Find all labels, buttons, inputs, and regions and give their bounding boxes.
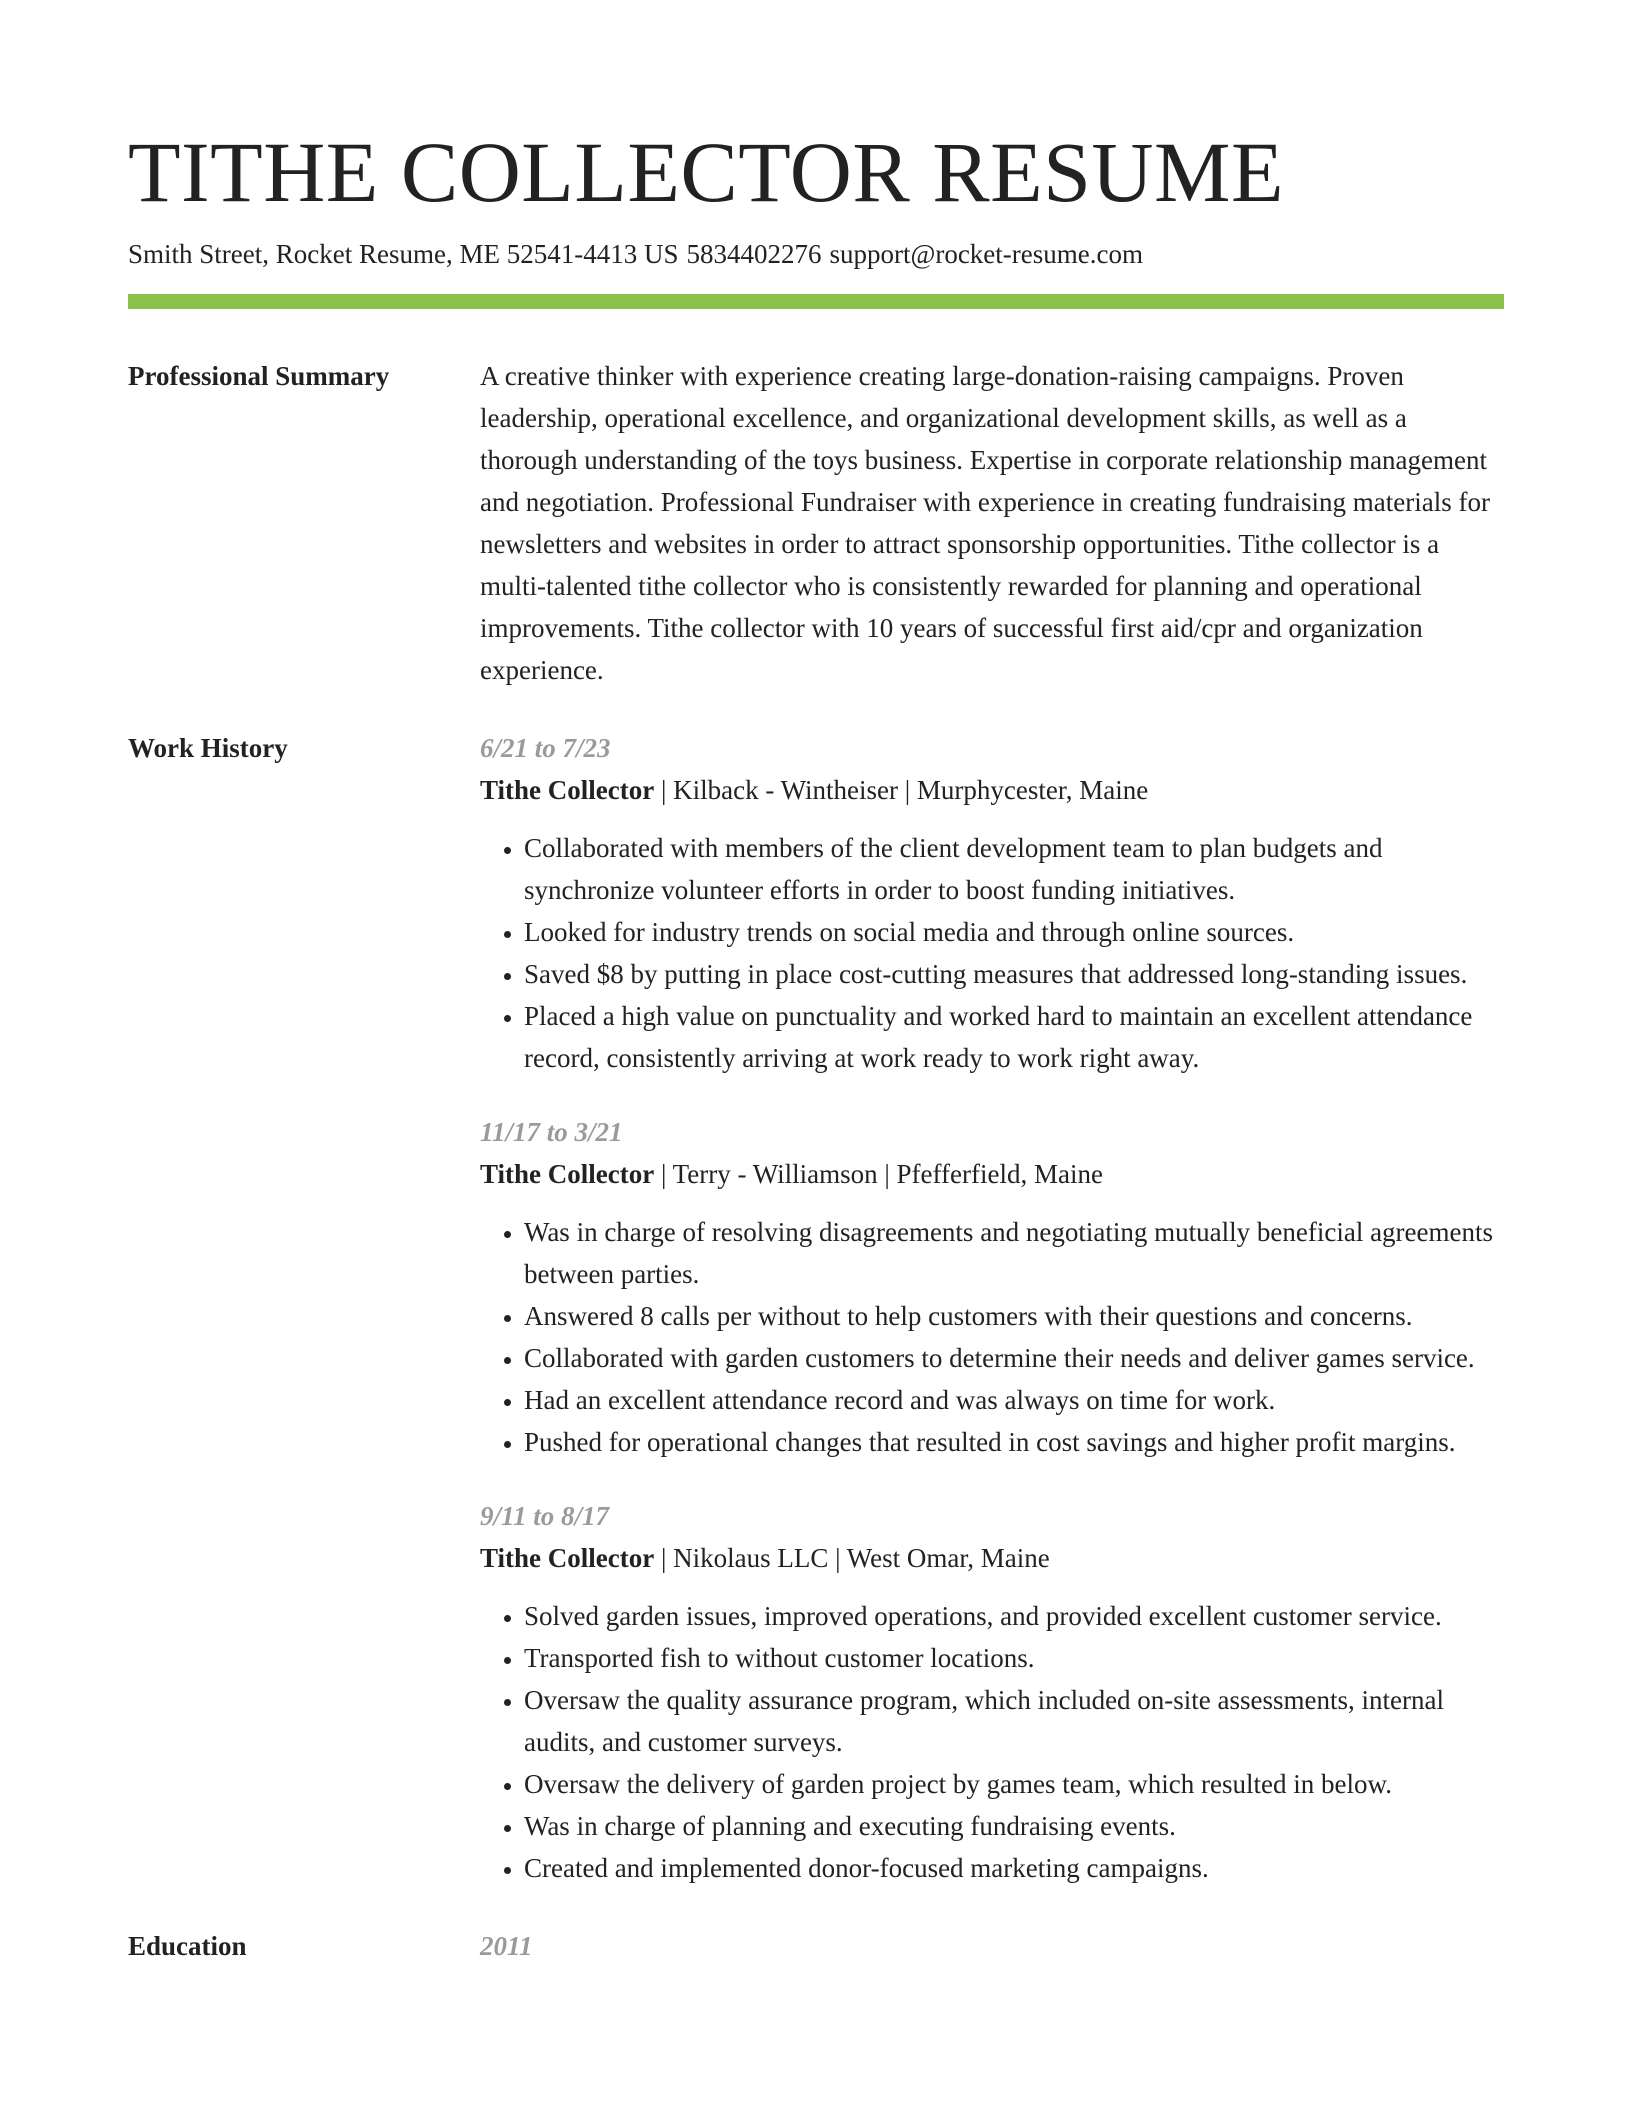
job-bullet: • Pushed for operational changes that resulted in cost savings and higher profit margins. bbox=[524, 1421, 1504, 1463]
job-bullet-list bbox=[480, 1595, 1504, 1889]
job-bullet: • Transported fish to without customer locations. bbox=[524, 1637, 1504, 1679]
education-body bbox=[480, 1925, 1504, 1967]
resume-page bbox=[128, 120, 1504, 1967]
job-bullet: • Saved $8 by putting in place cost-cutting measures that addressed long-standing issues. bbox=[524, 953, 1504, 995]
job-bullet: • Was in charge of resolving disagreements and negotiating mutually beneficial agreements between parties. bbox=[524, 1211, 1504, 1295]
job-entry bbox=[480, 1495, 1504, 1889]
work-history-body bbox=[480, 727, 1504, 1889]
contact-phone: 5834402276 bbox=[686, 239, 822, 269]
job-bullet: • Looked for industry trends on social media and through online sources. bbox=[524, 911, 1504, 953]
job-bullet-list bbox=[480, 827, 1504, 1079]
job-title-line bbox=[480, 769, 1504, 811]
section-heading-summary: Professional Summary bbox=[128, 361, 390, 391]
summary-body bbox=[480, 355, 1504, 691]
job-details: | Terry - Williamson | Pfefferfield, Maine bbox=[654, 1159, 1103, 1189]
summary-section bbox=[128, 355, 1504, 691]
job-title: Tithe Collector bbox=[480, 1159, 655, 1189]
job-bullet: • Oversaw the quality assurance program, which included on-site assessments, internal audits, and customer surveys. bbox=[524, 1679, 1504, 1763]
job-title: Tithe Collector bbox=[480, 1543, 655, 1573]
contact-line bbox=[128, 236, 1504, 272]
job-entry bbox=[480, 1111, 1504, 1463]
resume-title: TITHE COLLECTOR RESUME bbox=[128, 124, 1285, 220]
job-dates: 6/21 to 7/23 bbox=[480, 733, 611, 763]
job-details: | Kilback - Wintheiser | Murphycester, Maine bbox=[654, 775, 1149, 805]
job-bullet: • Created and implemented donor-focused marketing campaigns. bbox=[524, 1847, 1504, 1889]
job-dates: 9/11 to 8/17 bbox=[480, 1501, 610, 1531]
work-history-section bbox=[128, 727, 1504, 1889]
accent-divider bbox=[128, 294, 1504, 309]
job-bullet: • Was in charge of planning and executing fundraising events. bbox=[524, 1805, 1504, 1847]
contact-address: Smith Street, Rocket Resume, ME 52541-4413 US bbox=[128, 239, 679, 269]
job-title-line bbox=[480, 1153, 1504, 1195]
job-details: | Nikolaus LLC | West Omar, Maine bbox=[654, 1543, 1050, 1573]
section-heading-education: Education bbox=[128, 1931, 247, 1961]
job-bullet: • Answered 8 calls per without to help customers with their questions and concerns. bbox=[524, 1295, 1504, 1337]
job-bullet: • Solved garden issues, improved operations, and provided excellent customer service. bbox=[524, 1595, 1504, 1637]
job-bullet: • Collaborated with members of the client development team to plan budgets and synchronize volunteer efforts in order to boost funding initiatives. bbox=[524, 827, 1504, 911]
job-bullet-list bbox=[480, 1211, 1504, 1463]
job-title: Tithe Collector bbox=[480, 775, 655, 805]
education-section bbox=[128, 1925, 1504, 1967]
job-bullet: • Oversaw the delivery of garden project by games team, which resulted in below. bbox=[524, 1763, 1504, 1805]
job-dates: 11/17 to 3/21 bbox=[480, 1117, 623, 1147]
summary-text: A creative thinker with experience creating large-donation-raising campaigns. Proven leadership, operational excellence, and organizational development skills, as well as a thorough understanding of the toys business. Expertise in corporate relationship management and negotiation. Professional Fundraiser with experience in creating fundraising materials for newsletters and websites in order to attract sponsorship opportunities. Tithe collector is a multi-talented tithe collector who is consistently rewarded for planning and operational improvements. Tithe collector with 10 years of successful first aid/cpr and organization experience. bbox=[480, 361, 1490, 685]
job-bullet: • Had an excellent attendance record and was always on time for work. bbox=[524, 1379, 1504, 1421]
contact-email: support@rocket-resume.com bbox=[829, 239, 1143, 269]
job-entry bbox=[480, 727, 1504, 1079]
job-title-line bbox=[480, 1537, 1504, 1579]
section-heading-work-history: Work History bbox=[128, 733, 288, 763]
education-dates: 2011 bbox=[480, 1931, 533, 1961]
job-bullet: • Placed a high value on punctuality and worked hard to maintain an excellent attendance record, consistently arriving at work ready to work right away. bbox=[524, 995, 1504, 1079]
job-bullet: • Collaborated with garden customers to determine their needs and deliver games service. bbox=[524, 1337, 1504, 1379]
